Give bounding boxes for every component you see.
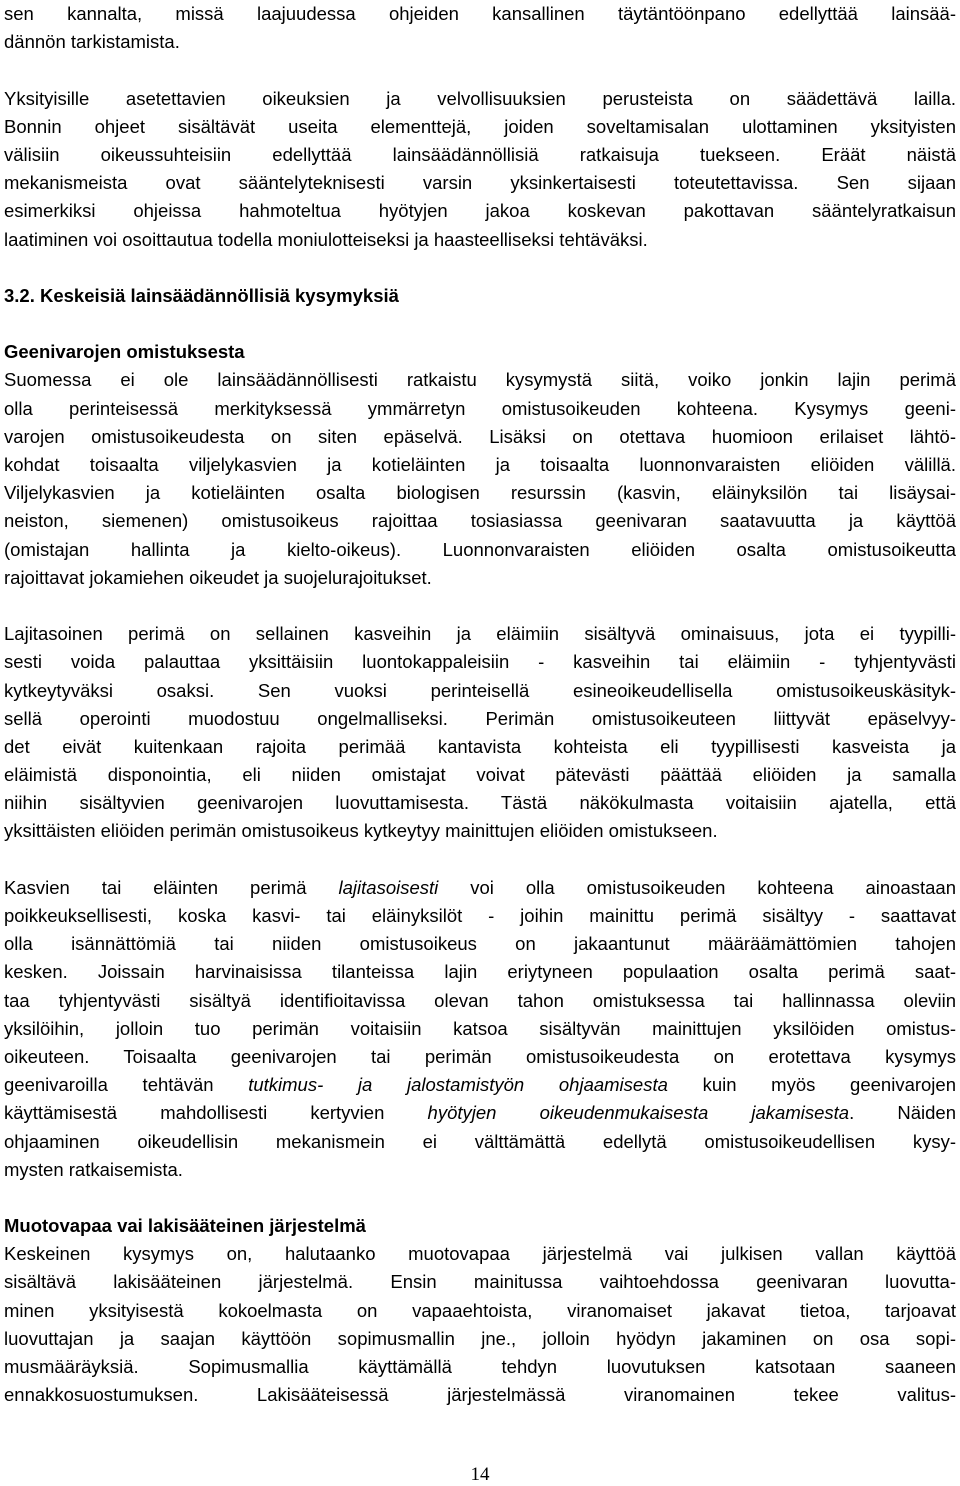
paragraph [4,1240,956,1409]
text-line [4,226,956,254]
text-line [4,1268,956,1296]
text-segment: esimerkiksi ohjeissa hahmoteltua hyötyjen jakoa koskevan pakottavan sääntelyratkaisun [4,200,956,222]
text-line [4,930,956,958]
text-segment: Bonnin ohjeet sisältävät useita elementtejä, joiden soveltamisalan ulottaminen yksityisten [4,115,956,137]
text-line [4,507,956,535]
paragraph-gap [4,56,956,84]
section-heading: Muotovapaa vai lakisääteinen järjestelmä [4,1215,366,1237]
section-heading: Geenivarojen omistuksesta [4,341,245,363]
text-line [4,1156,956,1184]
text-segment: voi olla omistusoikeuden kohteena ainoastaan [438,876,956,898]
text-segment: välisiin oikeussuhteisiin edellyttää lainsäädännöllisiä ratkaisuja tuekseen. Eräät näistä [4,143,956,165]
text-segment: det eivät kuitenkaan rajoita perimää kantavista kohteista eli tyypillisesti kasveista ja [4,735,956,757]
text-line [4,705,956,733]
text-line [4,479,956,507]
text-line [4,28,956,56]
text-segment: Kasvien tai eläinten perimä [4,876,339,898]
paragraph [4,85,956,254]
text-segment: rajoittavat jokamiehen oikeudet ja suojelurajoitukset. [4,566,432,588]
text-line [4,958,956,986]
text-line [4,0,956,28]
text-segment: eläimistä disponointia, eli niiden omistajat voivat pätevästi päättää eliöiden ja samalla [4,764,956,786]
page-number: 14 [470,1464,490,1485]
text-segment: mysten ratkaisemista. [4,1158,183,1180]
paragraph [4,620,956,846]
text-line [4,423,956,451]
text-segment: käyttämisestä mahdollisesti kertyvien [4,1102,428,1124]
text-line [4,395,956,423]
italic-text: lajitasoisesti [338,876,439,898]
text-line [4,1240,956,1268]
paragraph-gap [4,310,956,338]
text-segment: mekanismeista ovat sääntelyteknisesti varsin yksinkertaisesti toteutettavissa. Sen sijaan [4,172,956,194]
text-line [4,648,956,676]
text-segment: geenivaroilla tehtävän [4,1074,249,1096]
text-line [4,197,956,225]
document-page [4,0,956,1409]
text-line [4,1043,956,1071]
text-line [4,902,956,930]
text-line [4,141,956,169]
text-line [4,1381,956,1409]
text-segment: yksittäisten eliöiden perimän omistusoikeus kytkeytyy mainittujen eliöiden omistukseen. [4,820,718,842]
text-line [4,1128,956,1156]
text-segment: ennakkosuostumuksen. Lakisääteisessä järjestelmässä viranomainen tekee valitus- [4,1384,956,1406]
text-line [4,169,956,197]
text-line [4,1071,956,1099]
paragraph-gap [4,1184,956,1212]
text-line [4,987,956,1015]
text-line [4,451,956,479]
text-segment: Keskeinen kysymys on, halutaanko muotovapaa järjestelmä vai julkisen vallan käyttöä [4,1243,956,1265]
text-segment: laatiminen voi osoittautua todella moniulotteiseksi ja haasteelliseksi tehtäväksi. [4,228,648,250]
paragraph [4,366,956,592]
text-line [4,1015,956,1043]
italic-text: hyötyjen oikeudenmukaisesta jakamisesta [427,1102,850,1124]
text-segment: Viljelykasvien ja kotieläinten osalta biologisen resurssin (kasvin, eläinyksilön tai lisäysai- [4,482,956,504]
text-segment: sellä operointi muodostuu ongelmalliseksi. Perimän omistusoikeuteen liittyvät epäselvyy- [4,707,956,729]
text-segment: oikeuteen. Toisaalta geenivarojen tai perimän omistusoikeudesta on erotettava kysymys [4,1045,956,1067]
text-segment: ohjaaminen oikeudellisin mekanismein ei välttämättä edellytä omistusoikeudellisen kysy- [4,1130,956,1152]
italic-text: tutkimus- ja jalostamistyön ohjaamisesta [248,1074,668,1096]
text-line [4,366,956,394]
text-line [4,761,956,789]
text-line [4,789,956,817]
text-line [4,1325,956,1353]
text-line [4,733,956,761]
text-line [4,536,956,564]
text-segment: kesken. Joissain harvinaisissa tilanteissa lajin eriytyneen populaation osalta perimä saat- [4,961,956,983]
text-line [4,1353,956,1381]
text-line [4,1297,956,1325]
text-segment: . Näiden [849,1102,956,1124]
text-line [4,113,956,141]
paragraph-gap [4,846,956,874]
text-segment: olla perinteisessä merkityksessä ymmärretyn omistusoikeuden kohteena. Kysymys geeni- [4,397,956,419]
paragraph-gap [4,254,956,282]
text-segment: varojen omistusoikeudesta on siten epäselvä. Lisäksi on otettava huomioon erilaiset lähtö- [4,425,956,447]
text-line [4,564,956,592]
text-segment: luovuttajan ja saajan käyttöön sopimusmallin jne., jolloin hyödyn jakaminen on osa sopi- [4,1327,956,1349]
text-line [4,1099,956,1127]
text-segment: niihin sisältyvien geenivarojen luovuttamisesta. Tästä näkökulmasta voitaisiin ajatella, että [4,792,956,814]
text-segment: minen yksityisestä kokoelmasta on vapaaehtoista, viranomaiset jakavat tietoa, tarjoavat [4,1299,956,1321]
text-segment: Suomessa ei ole lainsäädännöllisesti ratkaistu kysymystä siitä, voiko jonkin lajin perimä [4,369,956,391]
text-segment: taa tyhjentyvästi sisältyä identifioitavissa olevan tahon omistuksessa tai hallinnassa oleviin [4,989,956,1011]
text-segment: olla isännättömiä tai niiden omistusoikeus on jakaantunut määräämättömien tahojen [4,933,956,955]
text-segment: musmääräyksiä. Sopimusmallia käyttämällä tehdyn luovutuksen katsotaan saaneen [4,1356,956,1377]
text-segment: kytkeytyväksi osaksi. Sen vuoksi perinteisellä esineoikeudellisella omistusoikeuskäsityk- [4,679,956,701]
text-segment: yksilöihin, jolloin tuo perimän voitaisiin katsoa sisältyvän mainittujen yksilöiden omistus- [4,1017,956,1039]
text-segment: Lajitasoinen perimä on sellainen kasveihin ja eläimiin sisältyvä ominaisuus, jota ei tyypilli- [4,623,956,645]
text-segment: Yksityisille asetettavien oikeuksien ja velvollisuuksien perusteista on säädettävä lailla. [4,87,956,109]
paragraph-gap [4,592,956,620]
text-segment: neiston, siemenen) omistusoikeus rajoittaa tosiasiassa geenivaran saatavuutta ja käyttöä [4,510,956,532]
text-segment: dännön tarkistamista. [4,31,180,53]
text-line [4,85,956,113]
text-segment: (omistajan hallinta ja kielto-oikeus). Luonnonvaraisten eliöiden osalta omistusoikeutta [4,538,956,560]
text-segment: sen kannalta, missä laajuudessa ohjeiden kansallinen täytäntöönpano edellyttää lainsää- [4,3,956,24]
text-segment: sesti voida palauttaa yksittäisiin luontokappaleisiin - kasveihin tai eläimiin - tyhjentyvästi [4,651,956,673]
paragraph [4,874,956,1184]
text-line [4,620,956,648]
text-line [4,874,956,902]
text-line [4,817,956,845]
paragraph [4,0,956,56]
text-segment: kohdat toisaalta viljelykasvien ja kotieläinten ja toisaalta luonnonvaraisten eliöiden välillä. [4,454,956,475]
text-segment: sisältävä lakisääteinen järjestelmä. Ensin mainitussa vaihtoehdossa geenivaran luovutta- [4,1271,956,1293]
text-line [4,677,956,705]
text-segment: kuin myös geenivarojen [667,1074,956,1096]
section-heading: 3.2. Keskeisiä lainsäädännöllisiä kysymyksiä [4,284,399,306]
text-segment: poikkeuksellisesti, koska kasvi- tai eläinyksilöt - joihin mainittu perimä sisältyy - saattavat [4,905,956,926]
